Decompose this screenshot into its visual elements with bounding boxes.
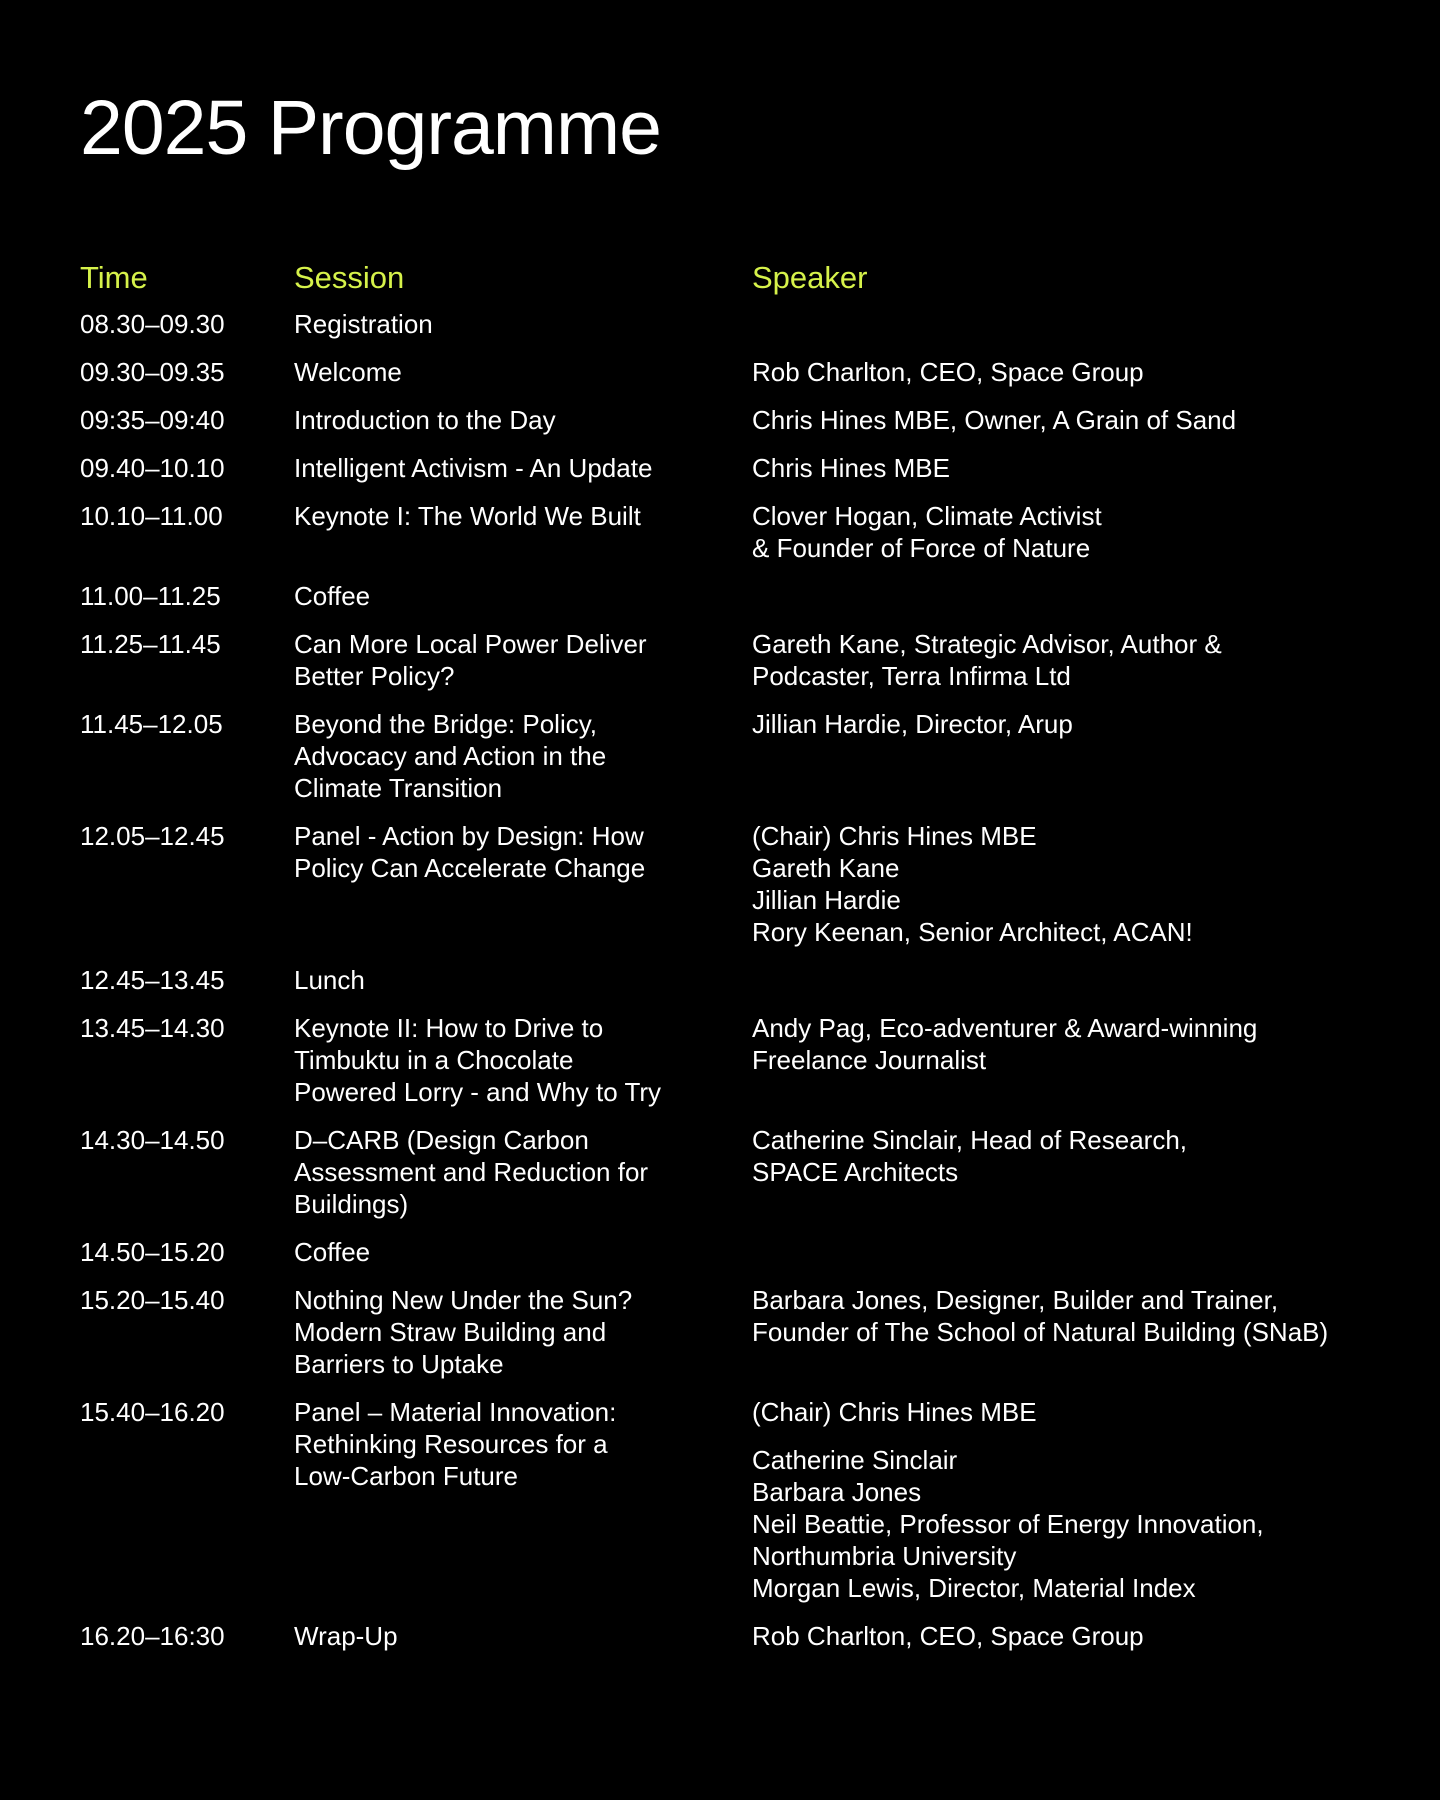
session-line: Keynote I: The World We Built xyxy=(294,501,641,531)
table-row xyxy=(80,1284,1370,1380)
time-cell: 11.00–11.25 xyxy=(80,581,221,611)
time-cell: 08.30–09.30 xyxy=(80,309,225,339)
speaker-cell xyxy=(752,404,1370,436)
speaker-line: Andy Pag, Eco-adventurer & Award-winning xyxy=(752,1013,1258,1043)
speaker-line: Barbara Jones, Designer, Builder and Trainer, xyxy=(752,1285,1279,1315)
session-cell xyxy=(294,1012,752,1108)
session-line: Lunch xyxy=(294,965,365,995)
time-cell: 16.20–16:30 xyxy=(80,1621,225,1651)
table-row xyxy=(80,1124,1370,1220)
header-speaker: Speaker xyxy=(752,260,868,295)
speaker-cell xyxy=(752,1620,1370,1652)
speaker-line: (Chair) Chris Hines MBE xyxy=(752,821,1037,851)
session-line: Modern Straw Building and xyxy=(294,1317,607,1347)
speaker-line: Rob Charlton, CEO, Space Group xyxy=(752,1621,1144,1651)
table-header xyxy=(80,256,1370,300)
session-line: Climate Transition xyxy=(294,773,503,803)
table-row xyxy=(80,820,1370,948)
table-row xyxy=(80,1620,1370,1652)
speaker-line: Freelance Journalist xyxy=(752,1045,987,1075)
session-line: Low-Carbon Future xyxy=(294,1461,518,1491)
time-cell: 14.30–14.50 xyxy=(80,1125,225,1155)
session-cell xyxy=(294,452,752,484)
speaker-line: Gareth Kane, Strategic Advisor, Author & xyxy=(752,629,1222,659)
time-cell: 09.30–09.35 xyxy=(80,357,225,387)
time-cell: 09:35–09:40 xyxy=(80,405,225,435)
speaker-line: Neil Beattie, Professor of Energy Innovation, xyxy=(752,1509,1264,1539)
session-line: Keynote II: How to Drive to xyxy=(294,1013,604,1043)
speaker-line: Catherine Sinclair xyxy=(752,1445,958,1475)
table-row xyxy=(80,1396,1370,1604)
table-row xyxy=(80,308,1370,340)
session-cell xyxy=(294,580,752,612)
speaker-cell xyxy=(752,820,1370,948)
table-row xyxy=(80,708,1370,804)
time-cell: 12.05–12.45 xyxy=(80,821,225,851)
session-line: Nothing New Under the Sun? xyxy=(294,1285,633,1315)
table-body xyxy=(80,308,1370,1652)
speaker-cell xyxy=(752,500,1370,564)
programme-table xyxy=(80,256,1370,1668)
speaker-cell xyxy=(752,452,1370,484)
session-line: Policy Can Accelerate Change xyxy=(294,853,646,883)
time-cell: 13.45–14.30 xyxy=(80,1013,225,1043)
speaker-line: Barbara Jones xyxy=(752,1477,922,1507)
session-line: Assessment and Reduction for xyxy=(294,1157,649,1187)
table-row xyxy=(80,964,1370,996)
session-cell xyxy=(294,628,752,692)
session-line: Intelligent Activism - An Update xyxy=(294,453,653,483)
session-line: Buildings) xyxy=(294,1189,409,1219)
session-line: Wrap-Up xyxy=(294,1621,398,1651)
speaker-line: Catherine Sinclair, Head of Research, xyxy=(752,1125,1188,1155)
session-cell xyxy=(294,500,752,564)
session-cell xyxy=(294,1284,752,1380)
time-cell: 15.40–16.20 xyxy=(80,1397,225,1427)
speaker-cell xyxy=(752,964,1370,996)
time-cell: 10.10–11.00 xyxy=(80,501,223,531)
time-cell: 12.45–13.45 xyxy=(80,965,225,995)
session-line: Powered Lorry - and Why to Try xyxy=(294,1077,662,1107)
speaker-line: Founder of The School of Natural Building (SNaB) xyxy=(752,1317,1329,1347)
speaker-cell xyxy=(752,356,1370,388)
time-cell: 15.20–15.40 xyxy=(80,1285,225,1315)
session-cell xyxy=(294,1396,752,1604)
session-line: D–CARB (Design Carbon xyxy=(294,1125,589,1155)
session-cell xyxy=(294,1236,752,1268)
speaker-line: Chris Hines MBE, Owner, A Grain of Sand xyxy=(752,405,1237,435)
session-cell xyxy=(294,1620,752,1652)
page-title: 2025 Programme xyxy=(80,85,661,171)
table-row xyxy=(80,404,1370,436)
session-line: Beyond the Bridge: Policy, xyxy=(294,709,598,739)
speaker-line: Rory Keenan, Senior Architect, ACAN! xyxy=(752,917,1193,947)
table-row xyxy=(80,500,1370,564)
speaker-cell xyxy=(752,1012,1370,1108)
speaker-cell xyxy=(752,1236,1370,1268)
session-line: Can More Local Power Deliver xyxy=(294,629,647,659)
session-line: Better Policy? xyxy=(294,661,455,691)
header-time: Time xyxy=(80,260,148,295)
speaker-line: Jillian Hardie xyxy=(752,885,901,915)
speaker-line: Rob Charlton, CEO, Space Group xyxy=(752,357,1144,387)
speaker-cell xyxy=(752,1124,1370,1220)
speaker-line: (Chair) Chris Hines MBE xyxy=(752,1397,1037,1427)
session-cell xyxy=(294,820,752,948)
session-line: Registration xyxy=(294,309,433,339)
table-row xyxy=(80,356,1370,388)
header-session: Session xyxy=(294,260,405,295)
time-cell: 09.40–10.10 xyxy=(80,453,225,483)
session-line: Panel – Material Innovation: xyxy=(294,1397,617,1427)
speaker-line: Morgan Lewis, Director, Material Index xyxy=(752,1573,1196,1603)
speaker-line: Northumbria University xyxy=(752,1541,1017,1571)
speaker-line: SPACE Architects xyxy=(752,1157,959,1187)
speaker-cell xyxy=(752,628,1370,692)
session-line: Welcome xyxy=(294,357,402,387)
time-cell: 14.50–15.20 xyxy=(80,1237,225,1267)
speaker-cell xyxy=(752,708,1370,804)
speaker-cell xyxy=(752,1284,1370,1380)
session-cell xyxy=(294,404,752,436)
session-line: Coffee xyxy=(294,581,371,611)
session-line: Advocacy and Action in the xyxy=(294,741,607,771)
speaker-line: Jillian Hardie, Director, Arup xyxy=(752,709,1073,739)
table-row xyxy=(80,580,1370,612)
session-line: Rethinking Resources for a xyxy=(294,1429,608,1459)
session-line: Coffee xyxy=(294,1237,371,1267)
time-cell: 11.25–11.45 xyxy=(80,629,221,659)
session-cell xyxy=(294,964,752,996)
table-row xyxy=(80,1236,1370,1268)
speaker-cell xyxy=(752,580,1370,612)
session-line: Panel - Action by Design: How xyxy=(294,821,644,851)
speaker-line: Gareth Kane xyxy=(752,853,900,883)
speaker-line: Chris Hines MBE xyxy=(752,453,950,483)
speaker-line: Podcaster, Terra Infirma Ltd xyxy=(752,661,1071,691)
session-line: Introduction to the Day xyxy=(294,405,556,435)
table-row xyxy=(80,452,1370,484)
speaker-line: & Founder of Force of Nature xyxy=(752,533,1091,563)
session-cell xyxy=(294,356,752,388)
speaker-cell xyxy=(752,308,1370,340)
time-cell: 11.45–12.05 xyxy=(80,709,223,739)
table-row xyxy=(80,628,1370,692)
session-line: Barriers to Uptake xyxy=(294,1349,504,1379)
session-line: Timbuktu in a Chocolate xyxy=(294,1045,574,1075)
speaker-line: Clover Hogan, Climate Activist xyxy=(752,501,1102,531)
session-cell xyxy=(294,708,752,804)
session-cell xyxy=(294,308,752,340)
table-row xyxy=(80,1012,1370,1108)
speaker-cell xyxy=(752,1396,1370,1604)
session-cell xyxy=(294,1124,752,1220)
